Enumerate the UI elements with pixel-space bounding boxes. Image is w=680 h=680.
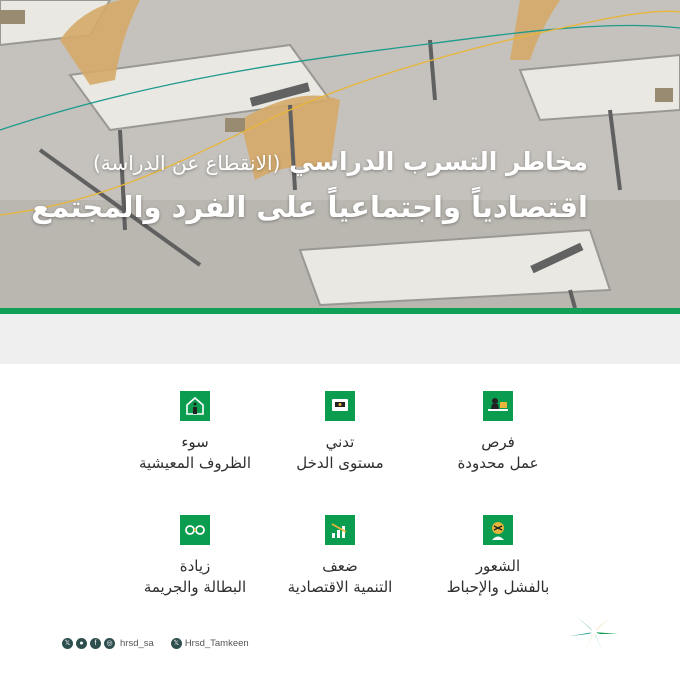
instagram-icon[interactable]: ◎ [104,638,115,649]
risk-item-frustration [408,515,588,598]
risk-label-line2: مستوى الدخل [296,454,384,472]
risk-label-line1: زيادة [179,557,211,575]
hero-title-sub: (الانقطاع عن الدراسة) [92,151,281,175]
office-worker-icon [483,391,513,421]
frustrated-person-icon [483,515,513,545]
risk-label-line1: ضعف [322,557,358,575]
hero-banner [0,0,680,308]
x-handle[interactable]: Hrsd_Tamkeen [184,637,249,649]
footer-social [62,636,249,650]
x-icon[interactable]: 𝕏 [62,638,73,649]
risk-item-unemployment-crime [105,515,285,598]
risk-label-line1: الشعور [475,557,521,575]
risk-label-line1: تدني [325,433,355,451]
hero-title-line2: اقتصادياً واجتماعياً على الفرد والمجتمع [31,190,588,224]
risk-label-line1: سوء [181,433,209,451]
risk-label-line2: عمل محدودة [457,454,539,472]
hero-title-main: مخاطر التسرب الدراسي [289,147,588,176]
snapchat-icon[interactable]: ● [76,638,87,649]
risk-item-poor-living [105,391,285,474]
facebook-icon[interactable]: f [90,638,101,649]
risk-label-line2: الظروف المعيشية [138,454,251,472]
declining-chart-icon [325,515,355,545]
x-icon-handle[interactable]: 𝕏 [171,638,182,649]
grey-band [0,314,680,364]
risk-item-limited-jobs [408,391,588,474]
risk-label-line2: البطالة والجريمة [143,578,247,596]
risk-label-line2: التنمية الاقتصادية [287,578,393,596]
ministry-logo [566,612,622,652]
risk-label-line1: فرص [481,433,515,451]
social-handle[interactable]: hrsd_sa [120,637,154,649]
wallet-icon [325,391,355,421]
handcuffs-icon [180,515,210,545]
house-icon [180,391,210,421]
hero-title-line1 [93,147,588,176]
risk-label-line2: بالفشل والإحباط [446,578,550,596]
